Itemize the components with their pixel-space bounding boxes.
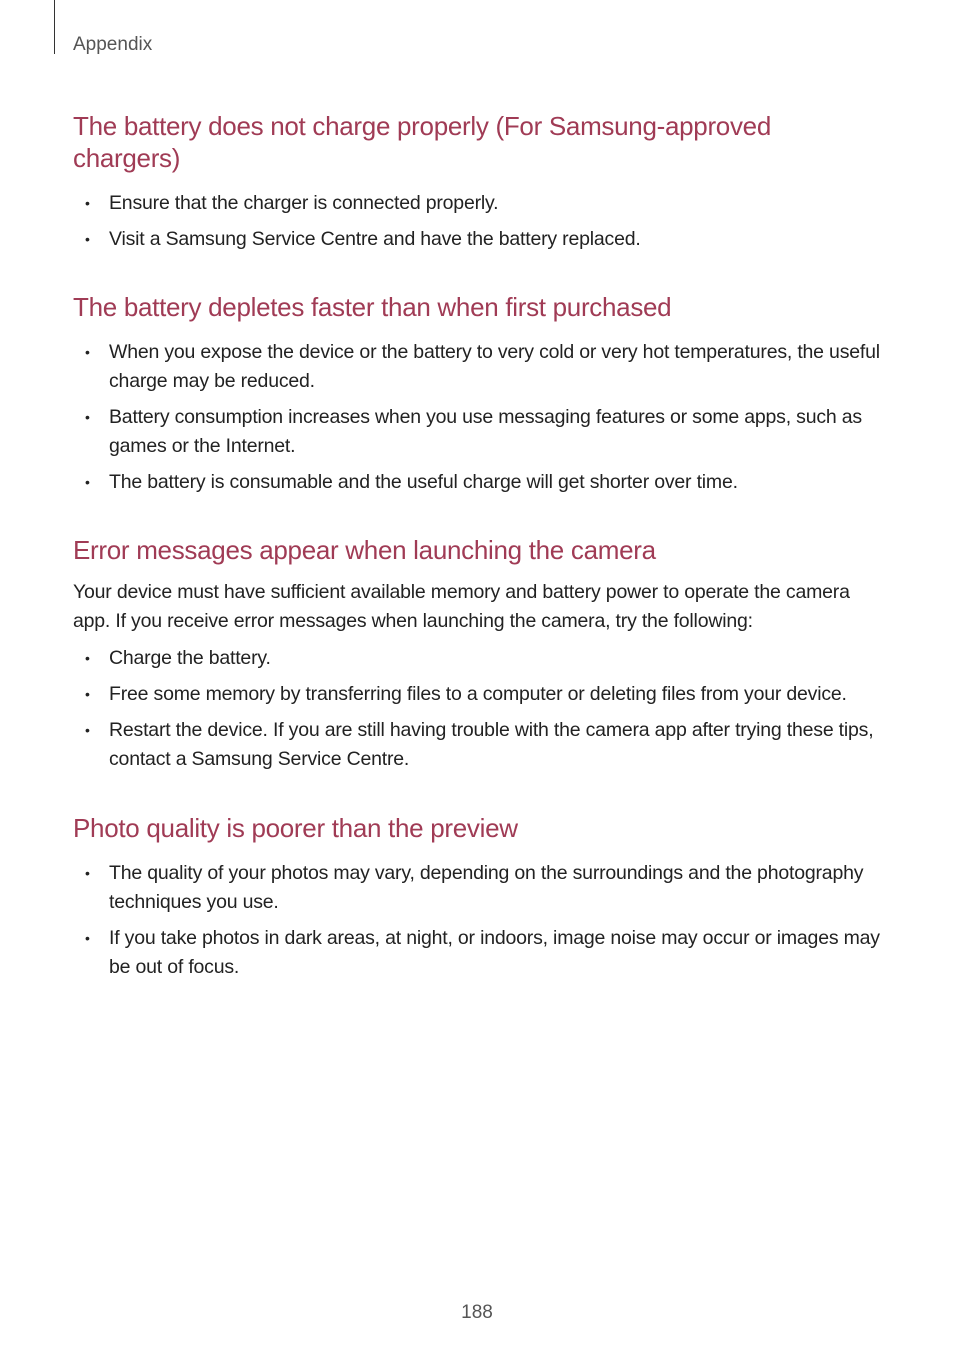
section-battery-not-charging xyxy=(73,110,883,254)
running-head: Appendix xyxy=(73,34,153,55)
section-heading: Error messages appear when launching the camera xyxy=(73,535,656,565)
list-item xyxy=(73,225,883,254)
list-item xyxy=(73,189,883,218)
bullet-icon: • xyxy=(85,686,90,702)
bullet-icon: • xyxy=(85,865,90,881)
list-item-text: Ensure that the charger is connected properly. xyxy=(109,192,499,214)
section-photo-quality xyxy=(73,812,883,982)
bullet-list xyxy=(73,338,883,497)
section-heading: The battery depletes faster than when first purchased xyxy=(73,292,672,322)
bullet-icon: • xyxy=(85,722,90,738)
margin-rule xyxy=(54,0,55,54)
list-item xyxy=(73,716,883,774)
page-number: 188 xyxy=(461,1302,493,1323)
list-item xyxy=(73,338,883,396)
bullet-icon: • xyxy=(85,409,90,425)
bullet-icon: • xyxy=(85,195,90,211)
list-item-text: Charge the battery. xyxy=(109,647,271,669)
bullet-icon: • xyxy=(85,344,90,360)
list-item-text: If you take photos in dark areas, at night, or indoors, image noise may occur or images may be out of focus. xyxy=(109,927,880,978)
section-camera-errors xyxy=(73,534,883,774)
bullet-list xyxy=(73,189,883,254)
list-item-text: The battery is consumable and the useful charge will get shorter over time. xyxy=(109,471,738,493)
list-item-text: When you expose the device or the battery to very cold or very hot temperatures, the useful charge may be reduced. xyxy=(109,341,880,392)
list-item-text: Restart the device. If you are still having trouble with the camera app after trying these tips, contact a Samsung Service Centre. xyxy=(109,719,874,770)
bullet-list xyxy=(73,859,883,982)
list-item xyxy=(73,859,883,917)
list-item xyxy=(73,680,883,709)
list-item-text: Free some memory by transferring files to a computer or deleting files from your device. xyxy=(109,683,847,705)
section-battery-depletes xyxy=(73,291,883,497)
list-item-text: The quality of your photos may vary, depending on the surroundings and the photography techniques you use. xyxy=(109,862,864,913)
list-item-text: Battery consumption increases when you use messaging features or some apps, such as games or the Internet. xyxy=(109,406,862,457)
section-heading: The battery does not charge properly (For Samsung-approved chargers) xyxy=(73,111,771,173)
list-item xyxy=(73,468,883,497)
bullet-icon: • xyxy=(85,231,90,247)
list-item xyxy=(73,924,883,982)
section-intro: Your device must have sufficient available memory and battery power to operate the camera app. If you receive error messages when launching the camera, try the following: xyxy=(73,581,850,632)
list-item-text: Visit a Samsung Service Centre and have the battery replaced. xyxy=(109,228,641,250)
bullet-icon: • xyxy=(85,474,90,490)
section-heading: Photo quality is poorer than the preview xyxy=(73,813,518,843)
bullet-icon: • xyxy=(85,930,90,946)
bullet-list xyxy=(73,644,883,774)
list-item xyxy=(73,644,883,673)
list-item xyxy=(73,403,883,461)
page-content xyxy=(73,110,883,989)
bullet-icon: • xyxy=(85,650,90,666)
